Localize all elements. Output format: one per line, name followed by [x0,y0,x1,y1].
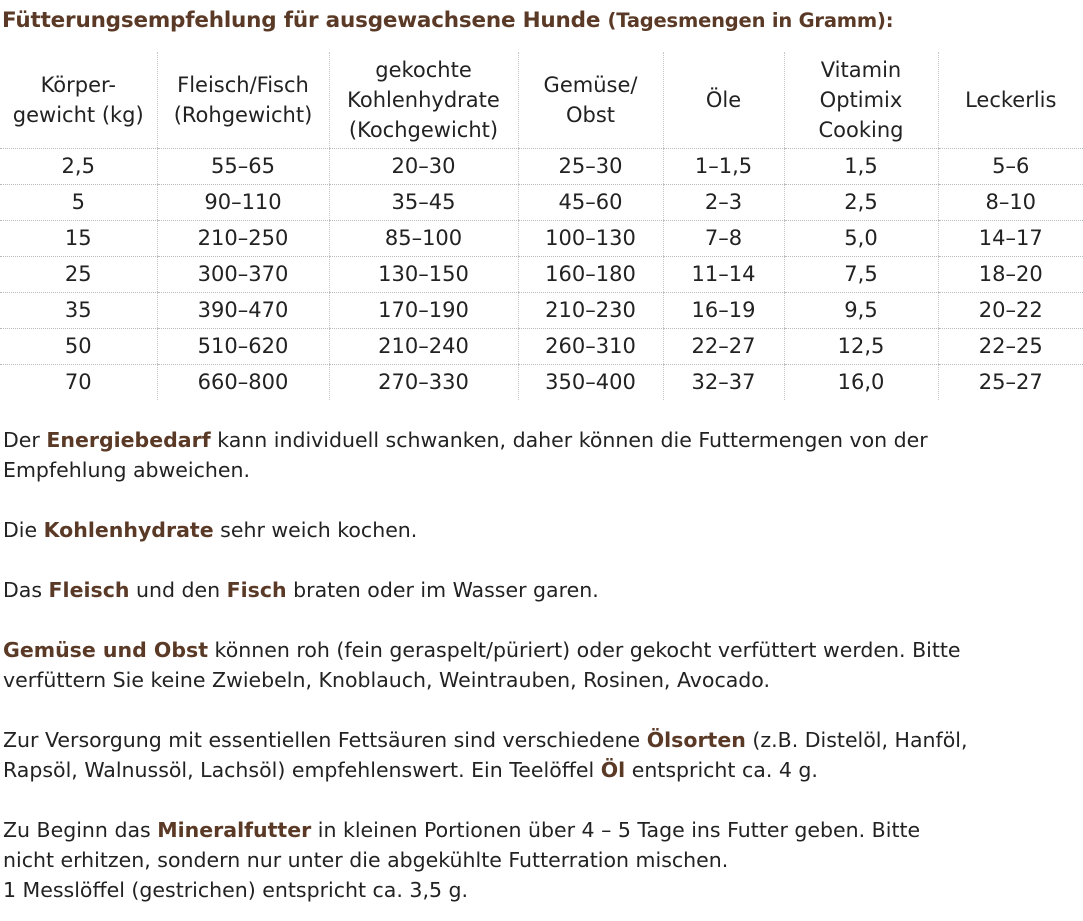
table-cell: 12,5 [784,329,938,365]
column-header [329,52,518,149]
column-header [663,52,784,149]
note-paragraph [3,425,1083,485]
note-text: Zu Beginn das [3,818,158,842]
table-cell: 5 [0,185,157,221]
table-cell: 1,5 [784,149,938,185]
note-text: verfüttern Sie keine Zwiebeln, Knoblauch, Weintrauben, Rosinen, Avocado. [3,668,771,692]
note-paragraph [3,515,1083,545]
note-text: können roh (fein geraspelt/püriert) oder gekocht verfüttert werden. Bitte [208,638,961,662]
note-text: 1 Messlöffel (gestrichen) entspricht ca. 3,5 g. [3,878,469,902]
table-cell: 50 [0,329,157,365]
table-cell: 260–310 [518,329,663,365]
note-text: sehr weich kochen. [213,518,418,542]
table-cell: 5,0 [784,221,938,257]
title-main: Fütterungsempfehlung für ausgewachsene Hunde [2,8,601,33]
table-cell: 25–27 [938,365,1083,401]
table-row [0,293,1083,329]
table-row [0,257,1083,293]
table-row [0,149,1083,185]
table-cell: 660–800 [157,365,329,401]
table-cell: 22–25 [938,329,1083,365]
column-header-line: Optimix [819,88,903,112]
column-header-line: Kohlenhydrate [347,88,500,112]
note-paragraph [3,815,1083,905]
note-paragraph [3,635,1083,695]
table-cell: 16,0 [784,365,938,401]
column-header-line: Cooking [818,118,904,142]
note-text: Empfehlung abweichen. [3,458,251,482]
note-text: Der [3,428,47,452]
note-text: entspricht ca. 4 g. [625,758,818,782]
highlight-term: Fleisch [48,578,130,602]
column-header [157,52,329,149]
table-cell: 300–370 [157,257,329,293]
table-cell: 2,5 [784,185,938,221]
table-cell: 390–470 [157,293,329,329]
notes-section [3,425,1083,905]
note-paragraph [3,575,1083,605]
table-cell: 45–60 [518,185,663,221]
table-cell: 210–250 [157,221,329,257]
table-cell: 70 [64,370,92,394]
note-text: in kleinen Portionen über 4 – 5 Tage ins Futter geben. Bitte [311,818,921,842]
highlight-term: Fisch [226,578,287,602]
column-header-line: Vitamin [820,58,902,82]
table-cell: 20–30 [329,149,518,185]
column-header-line: Körper- [40,73,116,97]
column-header [518,52,663,149]
table-cell: 25–30 [518,149,663,185]
feeding-table [0,52,1083,400]
table-row [0,185,1083,221]
table-row [0,221,1083,257]
table-cell: 90–110 [157,185,329,221]
table-cell: 32–37 [663,365,784,401]
table-cell: 1–1,5 [663,149,784,185]
table-cell: 35 [0,293,157,329]
table-cell: 160–180 [518,257,663,293]
column-header [784,52,938,149]
note-text: Zur Versorgung mit essentiellen Fettsäuren sind verschiedene [3,728,647,752]
table-row [0,329,1083,365]
highlight-term: Gemüse und Obst [3,638,209,662]
table-cell: 7,5 [784,257,938,293]
table-cell: 210–240 [329,329,518,365]
title-sub: (Tagesmengen in Gramm): [607,9,894,32]
table-cell: 510–620 [157,329,329,365]
table-cell: 20–22 [938,293,1083,329]
header-row [0,52,1083,149]
table-cell: 270–330 [329,365,518,401]
note-text: (z.B. Distelöl, Hanföl, [745,728,968,752]
column-header-line: Fleisch/Fisch [177,73,309,97]
column-header-line: Obst [565,103,616,127]
highlight-term: Kohlenhydrate [43,518,214,542]
highlight-term: Energiebedarf [46,428,211,452]
highlight-term: Öl [600,758,626,782]
column-header-line: gekochte [375,58,472,82]
table-cell: 2–3 [663,185,784,221]
highlight-term: Ölsorten [646,728,746,752]
table-cell: 5–6 [938,149,1083,185]
note-text: Die [3,518,44,542]
column-header-line: gewicht (kg) [12,103,144,127]
table-cell: 22–27 [663,329,784,365]
table-cell: 11–14 [663,257,784,293]
table-cell: 130–150 [329,257,518,293]
table-body [0,149,1083,401]
table-cell: 55–65 [157,149,329,185]
table-cell: 18–20 [938,257,1083,293]
note-text: und den [129,578,227,602]
column-header-line: Gemüse/ [543,73,638,97]
page-title [2,8,893,33]
table-cell: 2,5 [0,149,157,185]
note-text: nicht erhitzen, sondern nur unter die abgekühlte Futterration mischen. [3,848,729,872]
table-cell: 35–45 [329,185,518,221]
column-header-line: Leckerlis [965,88,1057,112]
note-paragraph [3,725,1083,785]
highlight-term: Mineralfutter [157,818,312,842]
table-cell: 350–400 [518,365,663,401]
table-cell: 7–8 [663,221,784,257]
table-cell: 9,5 [784,293,938,329]
column-header-line: (Rohgewicht) [173,103,313,127]
table-cell: 210–230 [518,293,663,329]
table-cell: 14–17 [938,221,1083,257]
table-cell: 85–100 [329,221,518,257]
table-header [0,52,1083,149]
column-header-line: Öle [705,88,742,112]
table-cell: 25 [0,257,157,293]
table-cell: 100–130 [518,221,663,257]
column-header [0,52,157,149]
table-cell: 170–190 [329,293,518,329]
table-cell: 16–19 [663,293,784,329]
table-row [0,365,1083,401]
column-header-line: (Kochgewicht) [348,118,499,142]
column-header [938,52,1083,149]
note-text: kann individuell schwanken, daher können die Futtermengen von der [210,428,928,452]
table-cell: 8–10 [938,185,1083,221]
note-text: Das [3,578,49,602]
note-text: Rapsöl, Walnussöl, Lachsöl) empfehlenswert. Ein Teelöffel [3,758,601,782]
note-text: braten oder im Wasser garen. [286,578,599,602]
table-cell: 15 [0,221,157,257]
